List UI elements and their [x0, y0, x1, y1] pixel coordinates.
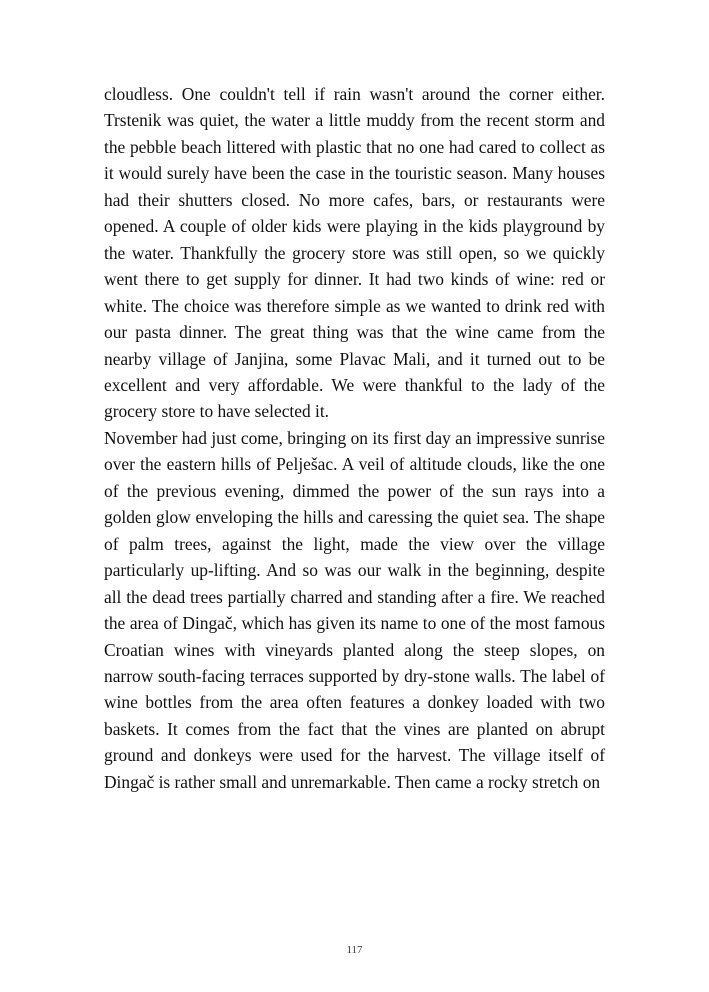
paragraph-november: November had just come, bringing on its first day an impressive sunrise over the eastern hills of Pelješac. A veil of altitude clouds, like the one of the previous evening, dimmed the power of the sun rays into a golden glow enveloping the hills and caressing the quiet sea. The shape of palm trees, against the light, made the view over the village particularly up-lifting. And so was our walk in the beginning, despite all the dead trees partially charred and standing after a fire. We reached the area of Dingač, which has given its name to one of the most famous Croatian wines with vineyards planted along the steep slopes, on narrow south-facing terraces supported by dry-stone walls. The label of wine bottles from the area often features a donkey loaded with two baskets. It comes from the fact that the vines are planted on abrupt ground and donkeys were used for the harvest. The village itself of Dingač is rather small and unremarkable. Then came a rocky stretch on [104, 427, 605, 792]
body-text [104, 81, 605, 795]
paragraph-trstenik: cloudless. One couldn't tell if rain wasn't around the corner either. Trstenik was quiet, the water a little muddy from the recent storm and the pebble beach littered with plastic that no one had cared to collect as it would surely have been the case in the touristic season. Many houses had their shutters closed. No more cafes, bars, or restaurants were opened. A couple of older kids were playing in the kids playground by the water. Thankfully the grocery store was still open, so we quickly went there to get supply for dinner. It had two kinds of wine: red or white. The choice was therefore simple as we wanted to drink red with our pasta dinner. The great thing was that the wine came from the nearby village of Janjina, some Plavac Mali, and it turned out to be excellent and very affordable. We were thankful to the lady of the grocery store to have selected it. [104, 84, 605, 422]
page-number: 117 [346, 944, 363, 956]
